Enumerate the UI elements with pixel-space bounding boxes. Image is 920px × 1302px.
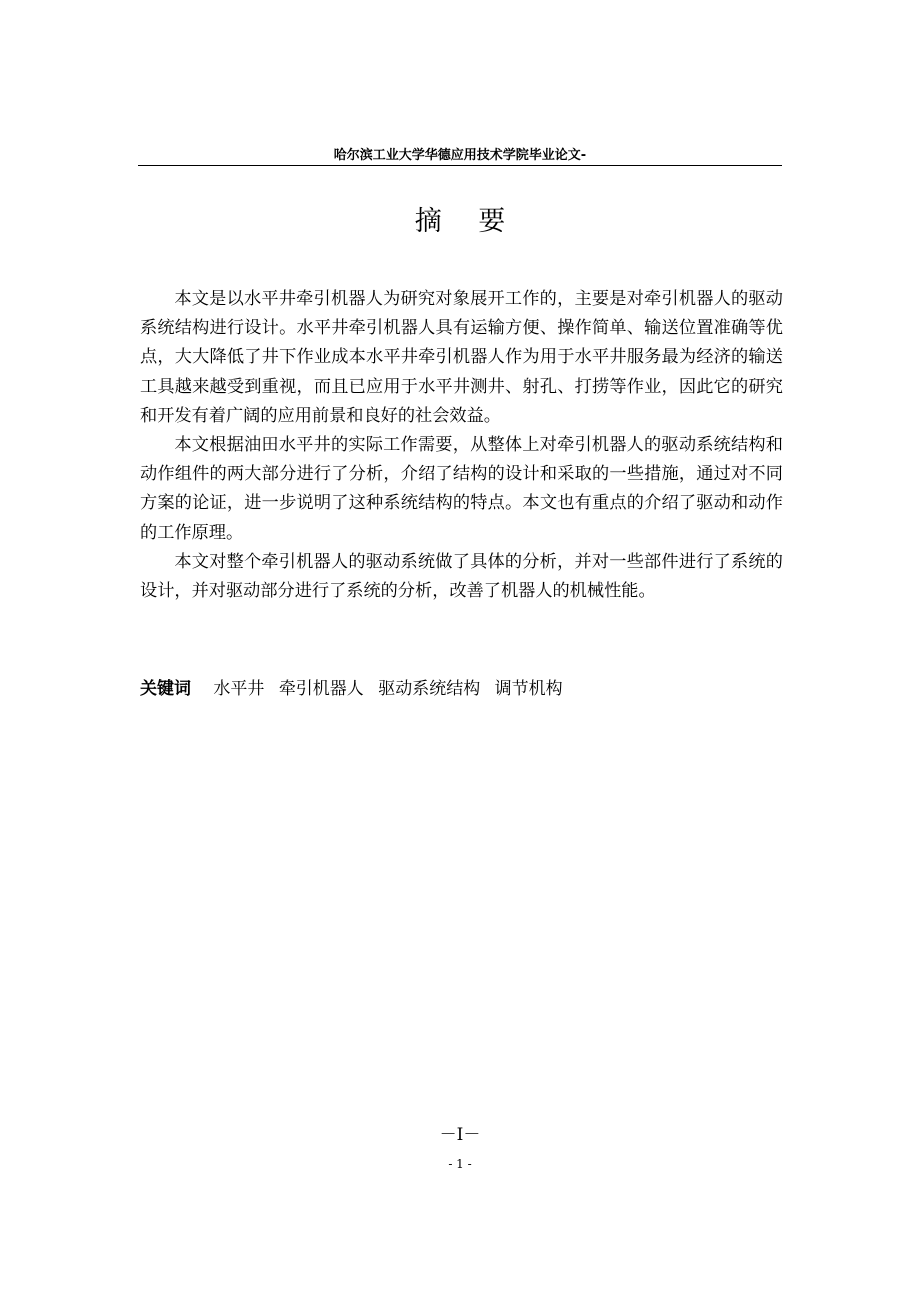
abstract-body bbox=[140, 285, 783, 606]
keyword-item: 牵引机器人 bbox=[278, 679, 364, 699]
keyword-item: 调节机构 bbox=[494, 679, 563, 699]
keyword-item: 水平井 bbox=[213, 679, 265, 699]
abstract-paragraph-1: 本文是以水平井牵引机器人为研究对象展开工作的，主要是对牵引机器人的驱动系统结构进行设计。水平井牵引机器人具有运输方便、操作简单、输送位置准确等优点，大大降低了井下作业成本水平井牵引机器人作为用于水平井服务最为经济的输送工具越来越受到重视，而且已应用于水平井测井、射孔、打捞等作业，因此它的研究和开发有着广阔的应用前景和良好的社会效益。 bbox=[140, 289, 783, 426]
keywords-label: 关键词 bbox=[140, 679, 191, 699]
page-number: - 1 - bbox=[448, 1157, 472, 1171]
abstract-paragraph-2: 本文根据油田水平井的实际工作需要，从整体上对牵引机器人的驱动系统结构和动作组件的两大部分进行了分析，介绍了结构的设计和采取的一些措施，通过对不同方案的论证，进一步说明了这种系统结构的特点。本文也有重点的介绍了驱动和动作的工作原理。 bbox=[140, 435, 783, 543]
running-header bbox=[138, 147, 782, 166]
page-title: 摘 要 bbox=[414, 206, 520, 237]
keywords-line bbox=[140, 676, 572, 702]
abstract-paragraph-3: 本文对整个牵引机器人的驱动系统做了具体的分析，并对一些部件进行了系统的设计，并对驱动部分进行了系统的分析，改善了机器人的机械性能。 bbox=[140, 551, 783, 602]
running-header-text: 哈尔滨工业大学华德应用技术学院毕业论文- bbox=[333, 148, 587, 163]
roman-page-number: －I－ bbox=[439, 1125, 481, 1145]
keyword-item: 驱动系统结构 bbox=[378, 679, 481, 699]
